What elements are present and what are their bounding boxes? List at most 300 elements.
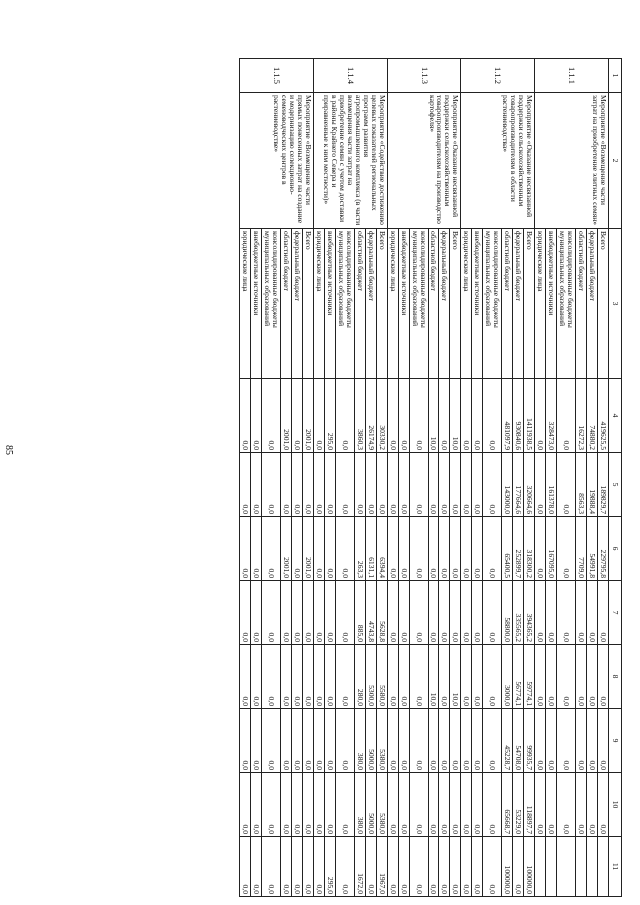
value-cell: 0,0 xyxy=(240,837,251,897)
value-cell: 54991,8 xyxy=(587,517,598,581)
value-cell: 0,0 xyxy=(587,773,598,837)
value-cell: 0,0 xyxy=(428,709,439,773)
value-cell: 0,0 xyxy=(313,517,324,581)
value-cell: 0,0 xyxy=(365,453,376,517)
value-cell: 1411938,5 xyxy=(524,379,535,453)
funding-source: внебюджетные источники xyxy=(251,229,262,379)
value-cell: 0,0 xyxy=(313,645,324,709)
value-cell: 0,0 xyxy=(302,837,313,897)
value-cell: 0,0 xyxy=(280,581,291,645)
value-cell: 5300,0 xyxy=(365,645,376,709)
value-cell: 19888,4 xyxy=(587,453,598,517)
funding-source: областной бюджет xyxy=(280,229,291,379)
value-cell: 335565,2 xyxy=(513,581,524,645)
value-cell: 0,0 xyxy=(280,645,291,709)
header-row xyxy=(609,59,622,897)
value-cell: 0,0 xyxy=(291,709,302,773)
value-cell: 5000,0 xyxy=(365,773,376,837)
measure-name: Мероприятие «Возмещение части затрат на приобретение элитных семян» xyxy=(535,93,609,229)
value-cell xyxy=(557,837,576,897)
value-cell: 0,0 xyxy=(439,517,450,581)
value-cell: 0,0 xyxy=(450,517,461,581)
value-cell: 10,0 xyxy=(450,645,461,709)
value-cell: 380,0 xyxy=(354,773,365,837)
value-cell: 0,0 xyxy=(302,773,313,837)
value-cell: 0,0 xyxy=(262,837,281,897)
value-cell: 0,0 xyxy=(461,709,472,773)
funding-source: внебюджетные источники xyxy=(324,229,335,379)
value-cell: 0,0 xyxy=(324,581,335,645)
value-cell: 0,0 xyxy=(450,453,461,517)
funding-source: Всего xyxy=(450,229,461,379)
value-cell: 0,0 xyxy=(439,453,450,517)
column-header: 10 xyxy=(609,773,622,837)
value-cell: 419625,5 xyxy=(598,379,609,453)
value-cell: 3000,0 xyxy=(502,645,513,709)
value-cell: 481097,9 xyxy=(502,379,513,453)
value-cell: 0,0 xyxy=(262,645,281,709)
funding-source: Всего xyxy=(302,229,313,379)
value-cell: 0,0 xyxy=(398,709,409,773)
value-cell: 2001,0 xyxy=(280,379,291,453)
value-cell: 0,0 xyxy=(324,645,335,709)
value-cell: 0,0 xyxy=(387,773,398,837)
value-cell: 885,0 xyxy=(354,581,365,645)
column-header: 1 xyxy=(609,59,622,93)
value-cell: 0,0 xyxy=(280,773,291,837)
column-header: 3 xyxy=(609,229,622,379)
value-cell: 0,0 xyxy=(251,581,262,645)
value-cell: 0,0 xyxy=(387,517,398,581)
value-cell: 0,0 xyxy=(472,645,483,709)
value-cell: 0,0 xyxy=(439,709,450,773)
value-cell: 0,0 xyxy=(428,581,439,645)
value-cell: 0,0 xyxy=(576,709,587,773)
value-cell: 0,0 xyxy=(535,517,546,581)
funding-source: юридические лица xyxy=(535,229,546,379)
value-cell xyxy=(598,837,609,897)
row-code: 1.1.3 xyxy=(387,59,461,93)
value-cell: 0,0 xyxy=(409,773,428,837)
value-cell: 0,0 xyxy=(557,453,576,517)
table-row xyxy=(524,59,535,897)
value-cell: 0,0 xyxy=(313,773,324,837)
value-cell: 0,0 xyxy=(428,453,439,517)
value-cell: 0,0 xyxy=(302,709,313,773)
value-cell: 263,3 xyxy=(354,517,365,581)
value-cell: 0,0 xyxy=(461,837,472,897)
value-cell: 0,0 xyxy=(387,645,398,709)
value-cell: 0,0 xyxy=(240,645,251,709)
value-cell: 53229,0 xyxy=(513,773,524,837)
value-cell: 0,0 xyxy=(535,709,546,773)
value-cell: 328473,0 xyxy=(546,379,557,453)
value-cell: 318300,2 xyxy=(524,517,535,581)
funding-source: консолидированные бюджеты муниципальных образований xyxy=(557,229,576,379)
value-cell: 0,0 xyxy=(450,581,461,645)
column-header: 8 xyxy=(609,645,622,709)
funding-source: юридические лица xyxy=(461,229,472,379)
value-cell: 0,0 xyxy=(598,645,609,709)
value-cell: 74880,2 xyxy=(587,379,598,453)
value-cell: 252899,7 xyxy=(513,517,524,581)
value-cell: 0,0 xyxy=(439,645,450,709)
value-cell: 0,0 xyxy=(535,379,546,453)
funding-source: юридические лица xyxy=(240,229,251,379)
value-cell: 0,0 xyxy=(428,837,439,897)
value-cell: 0,0 xyxy=(251,709,262,773)
value-cell: 0,0 xyxy=(291,379,302,453)
value-cell: 0,0 xyxy=(472,709,483,773)
value-cell: 0,0 xyxy=(439,773,450,837)
measure-name: Мероприятие «Оказание несвязанной поддержки сельскохозяйственным товаропроизводителям на производство картофеля» xyxy=(387,93,461,229)
value-cell: 167095,0 xyxy=(546,517,557,581)
value-cell: 0,0 xyxy=(398,453,409,517)
value-cell: 0,0 xyxy=(291,645,302,709)
value-cell: 0,0 xyxy=(335,709,354,773)
value-cell: 1672,0 xyxy=(354,837,365,897)
value-cell: 0,0 xyxy=(409,453,428,517)
value-cell: 0,0 xyxy=(546,581,557,645)
column-header: 4 xyxy=(609,379,622,453)
value-cell: 99935,7 xyxy=(524,709,535,773)
row-code: 1.1.4 xyxy=(313,59,387,93)
value-cell: 6394,4 xyxy=(376,517,387,581)
value-cell: 0,0 xyxy=(398,645,409,709)
value-cell: 0,0 xyxy=(240,379,251,453)
value-cell: 0,0 xyxy=(483,645,502,709)
value-cell: 0,0 xyxy=(398,837,409,897)
value-cell: 0,0 xyxy=(472,517,483,581)
funding-source: консолидированные бюджеты муниципальных образований xyxy=(483,229,502,379)
funding-source: Всего xyxy=(376,229,387,379)
value-cell: 229795,8 xyxy=(598,517,609,581)
value-cell: 0,0 xyxy=(557,773,576,837)
value-cell: 0,0 xyxy=(324,773,335,837)
value-cell: 0,0 xyxy=(587,709,598,773)
value-cell: 0,0 xyxy=(262,517,281,581)
value-cell: 0,0 xyxy=(428,517,439,581)
value-cell: 0,0 xyxy=(335,645,354,709)
value-cell: 0,0 xyxy=(513,837,524,897)
value-cell: 0,0 xyxy=(387,379,398,453)
funding-source: юридические лица xyxy=(387,229,398,379)
value-cell: 0,0 xyxy=(251,773,262,837)
funding-source: консолидированные бюджеты муниципальных образований xyxy=(262,229,281,379)
value-cell: 0,0 xyxy=(387,453,398,517)
value-cell: 161378,0 xyxy=(546,453,557,517)
value-cell: 3860,3 xyxy=(354,379,365,453)
funding-source: внебюджетные источники xyxy=(398,229,409,379)
value-cell: 0,0 xyxy=(387,581,398,645)
value-cell: 10,0 xyxy=(450,379,461,453)
value-cell: 100000,0 xyxy=(524,837,535,897)
funding-source: внебюджетные источники xyxy=(546,229,557,379)
value-cell: 0,0 xyxy=(313,379,324,453)
value-cell: 100000,0 xyxy=(502,837,513,897)
value-cell: 0,0 xyxy=(313,837,324,897)
value-cell: 0,0 xyxy=(291,517,302,581)
value-cell: 0,0 xyxy=(576,581,587,645)
value-cell: 10,0 xyxy=(428,645,439,709)
value-cell: 0,0 xyxy=(461,773,472,837)
row-code: 1.1.1 xyxy=(535,59,609,93)
value-cell: 0,0 xyxy=(409,837,428,897)
rotated-page xyxy=(55,58,622,896)
value-cell xyxy=(587,837,598,897)
value-cell: 0,0 xyxy=(535,581,546,645)
value-cell: 0,0 xyxy=(302,453,313,517)
value-cell: 0,0 xyxy=(439,581,450,645)
value-cell: 5580,0 xyxy=(376,645,387,709)
funding-source: внебюджетные источники xyxy=(472,229,483,379)
value-cell: 0,0 xyxy=(450,709,461,773)
value-cell: 0,0 xyxy=(335,517,354,581)
budget-table xyxy=(239,58,622,897)
measure-name: Мероприятие «Оказание несвязанной поддержки сельскохозяйственным товаропроизводителям в области растениеводства» xyxy=(461,93,535,229)
value-cell: 45228,7 xyxy=(502,709,513,773)
value-cell: 59774,1 xyxy=(524,645,535,709)
value-cell: 0,0 xyxy=(240,453,251,517)
value-cell: 0,0 xyxy=(483,837,502,897)
value-cell: 0,0 xyxy=(483,709,502,773)
value-cell xyxy=(576,837,587,897)
value-cell: 0,0 xyxy=(439,379,450,453)
funding-source: областной бюджет xyxy=(576,229,587,379)
funding-source: федеральный бюджет xyxy=(513,229,524,379)
value-cell: 0,0 xyxy=(387,709,398,773)
value-cell: 0,0 xyxy=(335,453,354,517)
funding-source: консолидированные бюджеты муниципальных образований xyxy=(409,229,428,379)
value-cell: 320664,6 xyxy=(524,453,535,517)
value-cell: 0,0 xyxy=(546,709,557,773)
value-cell: 0,0 xyxy=(302,645,313,709)
value-cell: 0,0 xyxy=(335,773,354,837)
value-cell: 0,0 xyxy=(262,379,281,453)
value-cell: 0,0 xyxy=(483,773,502,837)
value-cell: 0,0 xyxy=(483,379,502,453)
value-cell: 0,0 xyxy=(576,773,587,837)
value-cell: 0,0 xyxy=(398,379,409,453)
value-cell: 0,0 xyxy=(409,645,428,709)
page-number: 85 xyxy=(3,445,14,455)
value-cell: 0,0 xyxy=(280,837,291,897)
value-cell: 0,0 xyxy=(598,581,609,645)
value-cell: 0,0 xyxy=(439,837,450,897)
value-cell: 930840,6 xyxy=(513,379,524,453)
value-cell: 118897,7 xyxy=(524,773,535,837)
value-cell: 0,0 xyxy=(335,837,354,897)
value-cell: 4743,8 xyxy=(365,581,376,645)
value-cell: 0,0 xyxy=(398,517,409,581)
value-cell: 5000,0 xyxy=(365,709,376,773)
funding-source: областной бюджет xyxy=(354,229,365,379)
value-cell: 0,0 xyxy=(472,773,483,837)
value-cell: 0,0 xyxy=(335,581,354,645)
value-cell: 0,0 xyxy=(472,581,483,645)
value-cell: 0,0 xyxy=(546,645,557,709)
funding-source: федеральный бюджет xyxy=(365,229,376,379)
funding-source: Всего xyxy=(524,229,535,379)
value-cell: 0,0 xyxy=(291,581,302,645)
value-cell: 0,0 xyxy=(313,709,324,773)
value-cell: 0,0 xyxy=(587,581,598,645)
value-cell: 5380,0 xyxy=(376,773,387,837)
row-code: 1.1.2 xyxy=(461,59,535,93)
value-cell: 295,0 xyxy=(324,379,335,453)
value-cell: 1967,0 xyxy=(376,837,387,897)
table-row xyxy=(450,59,461,897)
value-cell: 0,0 xyxy=(251,379,262,453)
value-cell: 0,0 xyxy=(472,837,483,897)
value-cell: 0,0 xyxy=(240,517,251,581)
value-cell: 0,0 xyxy=(409,581,428,645)
value-cell: 394365,2 xyxy=(524,581,535,645)
value-cell: 280,0 xyxy=(354,645,365,709)
value-cell: 2001,0 xyxy=(280,517,291,581)
value-cell: 30330,2 xyxy=(376,379,387,453)
column-header: 5 xyxy=(609,453,622,517)
value-cell: 0,0 xyxy=(354,453,365,517)
value-cell: 8563,3 xyxy=(576,453,587,517)
value-cell: 0,0 xyxy=(450,837,461,897)
value-cell: 0,0 xyxy=(251,645,262,709)
table-row xyxy=(302,59,313,897)
value-cell: 0,0 xyxy=(291,837,302,897)
value-cell: 0,0 xyxy=(472,379,483,453)
value-cell: 0,0 xyxy=(262,773,281,837)
value-cell: 65400,5 xyxy=(502,517,513,581)
value-cell: 0,0 xyxy=(313,453,324,517)
value-cell: 177664,6 xyxy=(513,453,524,517)
value-cell: 0,0 xyxy=(240,709,251,773)
value-cell: 0,0 xyxy=(398,581,409,645)
measure-name: Мероприятие «Содействие достижению целевых показателей региональных программ развития агропромышленного комплекса (в части возмещения части затрат на приобретение семян с учетом доставки в районы Крайнего Севера и приравненные к ним местности)» xyxy=(313,93,387,229)
column-header: 6 xyxy=(609,517,622,581)
value-cell: 5380,0 xyxy=(376,709,387,773)
value-cell: 56774,1 xyxy=(513,645,524,709)
value-cell: 0,0 xyxy=(240,581,251,645)
funding-source: юридические лица xyxy=(313,229,324,379)
value-cell: 65668,7 xyxy=(502,773,513,837)
value-cell: 0,0 xyxy=(280,453,291,517)
value-cell: 295,0 xyxy=(324,837,335,897)
value-cell: 0,0 xyxy=(280,709,291,773)
column-header: 7 xyxy=(609,581,622,645)
value-cell: 0,0 xyxy=(291,453,302,517)
value-cell: 2001,0 xyxy=(302,379,313,453)
value-cell: 0,0 xyxy=(324,517,335,581)
table-body xyxy=(240,59,609,897)
value-cell: 0,0 xyxy=(461,517,472,581)
value-cell: 0,0 xyxy=(365,837,376,897)
value-cell: 2001,0 xyxy=(302,517,313,581)
value-cell: 0,0 xyxy=(409,379,428,453)
value-cell: 0,0 xyxy=(576,645,587,709)
value-cell: 6131,1 xyxy=(365,517,376,581)
value-cell: 0,0 xyxy=(587,645,598,709)
table-row xyxy=(598,59,609,897)
value-cell: 0,0 xyxy=(262,453,281,517)
value-cell: 0,0 xyxy=(483,517,502,581)
column-header: 9 xyxy=(609,709,622,773)
value-cell: 0,0 xyxy=(313,581,324,645)
value-cell: 0,0 xyxy=(387,837,398,897)
value-cell: 0,0 xyxy=(461,453,472,517)
value-cell: 0,0 xyxy=(409,709,428,773)
value-cell: 0,0 xyxy=(557,645,576,709)
measure-name: Мероприятие «Возмещение части прямых понесенных затрат на создание и модернизацию селекционно-семеноводческих центров в растениеводстве» xyxy=(240,93,314,229)
value-cell: 0,0 xyxy=(302,581,313,645)
value-cell: 26174,9 xyxy=(365,379,376,453)
value-cell: 380,0 xyxy=(354,709,365,773)
value-cell: 0,0 xyxy=(450,773,461,837)
value-cell: 0,0 xyxy=(428,773,439,837)
value-cell: 0,0 xyxy=(461,581,472,645)
value-cell: 0,0 xyxy=(262,581,281,645)
value-cell: 0,0 xyxy=(251,453,262,517)
value-cell: 7709,0 xyxy=(576,517,587,581)
table-row xyxy=(376,59,387,897)
value-cell: 0,0 xyxy=(324,453,335,517)
column-header: 2 xyxy=(609,93,622,229)
value-cell: 0,0 xyxy=(461,379,472,453)
row-code: 1.1.5 xyxy=(240,59,314,93)
value-cell: 0,0 xyxy=(546,773,557,837)
value-cell: 0,0 xyxy=(483,581,502,645)
value-cell: 0,0 xyxy=(557,709,576,773)
value-cell: 0,0 xyxy=(535,645,546,709)
value-cell: 189829,7 xyxy=(598,453,609,517)
value-cell: 143000,0 xyxy=(502,453,513,517)
funding-source: Всего xyxy=(598,229,609,379)
value-cell xyxy=(546,837,557,897)
funding-source: областной бюджет xyxy=(428,229,439,379)
value-cell: 0,0 xyxy=(251,837,262,897)
value-cell: 0,0 xyxy=(598,773,609,837)
funding-source: федеральный бюджет xyxy=(291,229,302,379)
value-cell: 5628,8 xyxy=(376,581,387,645)
value-cell: 0,0 xyxy=(535,773,546,837)
value-cell: 0,0 xyxy=(240,773,251,837)
value-cell: 0,0 xyxy=(557,517,576,581)
value-cell: 0,0 xyxy=(598,709,609,773)
funding-source: областной бюджет xyxy=(502,229,513,379)
value-cell: 0,0 xyxy=(398,773,409,837)
value-cell: 0,0 xyxy=(472,453,483,517)
value-cell: 0,0 xyxy=(535,453,546,517)
value-cell: 0,0 xyxy=(409,517,428,581)
value-cell: 0,0 xyxy=(251,517,262,581)
value-cell: 0,0 xyxy=(483,453,502,517)
value-cell: 0,0 xyxy=(557,581,576,645)
value-cell: 0,0 xyxy=(557,379,576,453)
value-cell: 0,0 xyxy=(262,709,281,773)
value-cell: 16272,3 xyxy=(576,379,587,453)
value-cell: 0,0 xyxy=(461,645,472,709)
funding-source: федеральный бюджет xyxy=(439,229,450,379)
funding-source: консолидированные бюджеты муниципальных образований xyxy=(335,229,354,379)
value-cell: 0,0 xyxy=(376,453,387,517)
column-header: 11 xyxy=(609,837,622,897)
funding-source: федеральный бюджет xyxy=(587,229,598,379)
value-cell: 58800,0 xyxy=(502,581,513,645)
value-cell: 0,0 xyxy=(291,773,302,837)
value-cell: 54708,0 xyxy=(513,709,524,773)
value-cell xyxy=(535,837,546,897)
value-cell: 0,0 xyxy=(335,379,354,453)
value-cell: 0,0 xyxy=(324,709,335,773)
